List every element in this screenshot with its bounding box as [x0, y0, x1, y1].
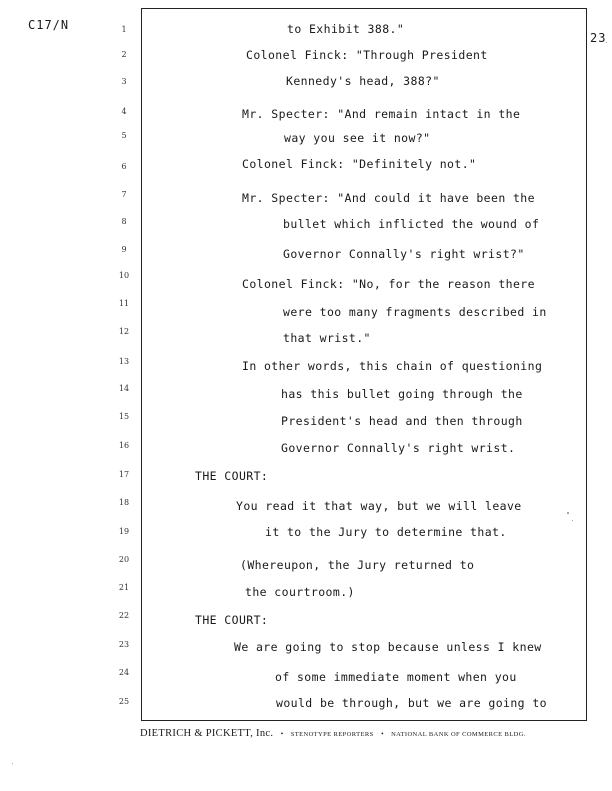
transcript-line: it to the Jury to determine that. [265, 525, 507, 539]
transcript-line: Mr. Specter: "And could it have been the [242, 191, 535, 205]
transcript-line: to Exhibit 388." [287, 22, 405, 36]
footer-separator: • [381, 730, 384, 738]
scan-speck [606, 42, 607, 43]
transcript-line: Colonel Finck: "Through President [246, 48, 488, 62]
transcript-line: bullet which inflicted the wound of [283, 217, 540, 231]
line-number: 16 [118, 441, 130, 450]
transcript-line: the courtroom.) [245, 585, 355, 599]
footer-firm: DIETRICH & PICKETT, Inc. [140, 728, 274, 739]
footer-separator: • [280, 730, 284, 738]
transcript-line: Colonel Finck: "Definitely not." [242, 157, 477, 171]
line-number: 17 [118, 470, 130, 479]
line-number: 22 [118, 611, 130, 620]
line-number: 1 [121, 25, 127, 34]
transcript-line: has this bullet going through the [281, 387, 523, 401]
scan-speck [572, 520, 573, 521]
footer-address: NATIONAL BANK OF COMMERCE BLDG. [391, 731, 526, 738]
transcript-line: way you see it now?" [284, 131, 431, 145]
line-number: 4 [121, 107, 127, 116]
line-number: 18 [118, 498, 130, 507]
transcript-line: Governor Connally's right wrist?" [283, 247, 525, 261]
line-number: 2 [121, 50, 127, 59]
transcript-line: of some immediate moment when you [275, 670, 517, 684]
line-number: 15 [118, 412, 130, 421]
transcript-line: Kennedy's head, 388?" [286, 74, 440, 88]
reporter-footer [140, 728, 600, 739]
line-number: 13 [118, 357, 130, 366]
line-number: 9 [121, 245, 127, 254]
scan-speck [12, 763, 13, 764]
transcript-line: that wrist." [283, 331, 371, 345]
transcript-line: You read it that way, but we will leave [236, 499, 522, 513]
line-number: 7 [121, 190, 127, 199]
line-number: 21 [118, 583, 130, 592]
line-number: 23 [118, 640, 130, 649]
transcript-line: would be through, but we are going to [276, 696, 547, 710]
line-number: 12 [118, 327, 130, 336]
line-number: 3 [121, 77, 127, 86]
transcript-line: President's head and then through [281, 414, 523, 428]
footer-service: STENOTYPE REPORTERS [290, 731, 374, 738]
line-number: 19 [118, 527, 130, 536]
transcript-line: Governor Connally's right wrist. [281, 441, 516, 455]
transcript-line: Mr. Specter: "And remain intact in the [242, 107, 521, 121]
page-number: 23 [590, 31, 607, 45]
line-number: 14 [118, 384, 130, 393]
line-number: 24 [118, 668, 130, 677]
scan-speck [567, 512, 569, 514]
line-number: 5 [121, 131, 127, 140]
line-number: 8 [121, 217, 127, 226]
transcript-line: In other words, this chain of questioning [242, 359, 543, 373]
transcript-line: Colonel Finck: "No, for the reason there [242, 277, 535, 291]
transcript-line: THE COURT: [195, 613, 269, 627]
transcript-line: We are going to stop because unless I knew [234, 640, 542, 654]
transcript-line: were too many fragments described in [283, 305, 547, 319]
line-number: 20 [118, 555, 130, 564]
page-id: C17/N [28, 18, 70, 32]
line-number: 6 [121, 162, 127, 171]
line-number: 10 [118, 271, 130, 280]
transcript-line: THE COURT: [195, 469, 269, 483]
line-number: 11 [118, 299, 130, 308]
transcript-line: (Whereupon, the Jury returned to [240, 558, 475, 572]
line-number: 25 [118, 697, 130, 706]
